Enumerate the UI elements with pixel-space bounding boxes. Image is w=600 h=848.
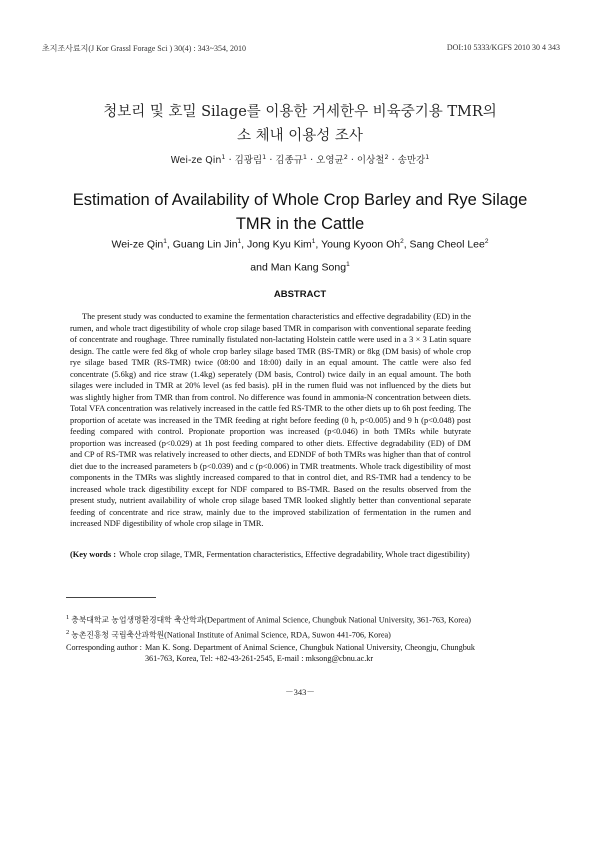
- journal-citation: 초지조사료지(J Kor Grassl Forage Sci ) 30(4) : 343~354, 2010: [42, 44, 247, 53]
- author-separator: ·: [228, 155, 232, 166]
- en-author-affil: 2: [400, 238, 404, 245]
- en-author-affil: 2: [484, 238, 489, 245]
- footnote-affiliation-kr: 농촌진흥청 국립축산과학원: [71, 630, 165, 640]
- author-separator: ,: [315, 238, 322, 251]
- en-author: Wei-ze Qin: [111, 238, 164, 251]
- en-author-affil: 1: [346, 260, 350, 268]
- kr-author: 송만강: [397, 155, 426, 166]
- corresponding-label: Corresponding author :: [66, 643, 142, 653]
- keywords: [70, 549, 471, 561]
- kr-author: 김광림: [234, 155, 263, 166]
- en-author: Jong Kyu Kim: [247, 238, 312, 251]
- abstract-heading: ABSTRACT: [273, 289, 327, 300]
- en-author: Young Kyoon Oh: [321, 238, 401, 251]
- author-separator: ·: [350, 155, 354, 166]
- kr-author: 이상철: [356, 155, 385, 166]
- running-header: [42, 43, 560, 54]
- footnote-mark: 1: [66, 614, 70, 621]
- kr-author-affil: 1: [262, 152, 267, 161]
- en-author-affil: 1: [163, 238, 167, 245]
- english-authors: [0, 232, 600, 277]
- footnote-affiliation-en: (National Institute of Animal Science, RDA, Suwon 441-706, Korea): [164, 630, 391, 640]
- corresponding-author: [66, 642, 475, 665]
- abstract-body: The present study was conducted to examine the fermentation characteristics and effective degradability (ED) in the rumen, and whole tract digestibility of whole crop silage based TMR in comparison with conventional separate feeding of concentrate and roughage. Three ruminally fistulated non-lactating Holstein cattle were used in a 3 × 3 Latin square design. The cattle were fed 8kg of whole crop barley silage based TMR (BS-TMR) or 8kg (DM basis) of whole crop rye silage based TMR (RS-TMR) twice (08:00 and 18:00) daily in an equal amount. The cattle were also fed concentrate (5.6kg) and rice straw (1.4kg) seperately (DM basis, Control) twice daily in an equal amount. The both silages were included in TMR at 20% level (as fed basis). pH in the rumen fluid was not influenced by the diets but was slightly higher from TMR than from control. No difference was found in ammonia-N concentration between diets. Total VFA concentration was relatively increased in the cattle fed RS-TMR to the other diets up to 6h post feeding. The proportion of acetate was increased in the TMR feeding at right before feeding (0 h, p<0.005) and 9 h (p<0.048) post feeding compared with control. Propionate proportion was increased (p<0.046) in both TMRs while butyrate proportion was increased (p<0.029) at 1h post feeding compared to other diets. Effective degradability (ED) of DM and CP of RS-TMR was relatively increased to other diects, and EDNDF of both TMRs was higher than that of control diet due to the increased parameters b (p<0.039) and c (p<0.006) in TMR treatments. Whole track digestibility of most components in the TMRs was slightly increased compared to that in control diet, and RS-TMR had a tendency to be increased whole track digestibility except for NDF compared to BS-TMR. Based on the results observed from the present study, nutrient availability of whole crop silage based TMR looked slightly better than conventional separate feeding of concentrate and rice straw, mainly due to the improved stabilization of fermentation in the rumen and increased NDF digestibility of whole crop silage in TMR.: [70, 312, 471, 528]
- footnote-affiliation-en: (Department of Animal Science, Chungbuk National University, 361-763, Korea): [204, 615, 471, 625]
- english-authors-line2: [0, 255, 600, 278]
- en-author: Guang Lin Jin: [172, 238, 238, 251]
- kr-author-affil: 1: [302, 152, 308, 161]
- kr-author: Wei-ze Qin: [170, 155, 222, 166]
- english-authors-line1: [0, 232, 600, 255]
- en-author: Man Kang Song: [270, 261, 347, 273]
- footnotes: [66, 612, 475, 665]
- kr-author-affil: 2: [343, 152, 348, 161]
- footnote-2: [66, 627, 475, 641]
- footnote-1: [66, 612, 475, 626]
- english-title-line2: TMR in the Cattle: [235, 215, 365, 233]
- keywords-label: (Key words :: [70, 550, 117, 559]
- doi: DOI:10 5333/KGFS 2010 30 4 343: [446, 43, 560, 52]
- english-title-line1: Estimation of Availability of Whole Crop Barley and Rye Silage: [72, 191, 528, 209]
- en-author: Sang Cheol Lee: [409, 238, 485, 251]
- footnote-divider: [66, 597, 156, 598]
- author-separator: ·: [391, 155, 395, 166]
- en-author-affil: 1: [237, 238, 242, 245]
- footnote-mark: 2: [66, 629, 70, 637]
- kr-author: 오영균: [316, 155, 344, 166]
- author-separator: ·: [269, 155, 273, 166]
- kr-author-affil: 2: [384, 152, 389, 161]
- author-conjunction: and: [250, 261, 268, 273]
- korean-title: [0, 100, 600, 148]
- author-separator: ·: [310, 155, 314, 166]
- en-author-affil: 1: [311, 238, 316, 245]
- korean-authors: [0, 152, 600, 166]
- author-separator: ,: [166, 238, 173, 251]
- keywords-text: Whole crop silage, TMR, Fermentation characteristics, Effective degradability, Whole tract digestibility): [119, 550, 470, 559]
- author-separator: ,: [403, 238, 410, 251]
- korean-title-line2: 소 체내 이용성 조사: [237, 128, 363, 144]
- author-separator: ,: [241, 238, 247, 251]
- footnote-affiliation-kr: 충북대학교 농업생명환경대학 축산학과: [71, 615, 205, 625]
- kr-author-affil: 1: [425, 152, 430, 161]
- corresponding-details: Man K. Song. Department of Animal Science, Chungbuk National University, Cheongju, Chungbuk 361-763, Korea, Tel: +82-43-261-2545, E-mail : mksong@cbnu.ac.kr: [144, 643, 475, 664]
- english-title: [0, 188, 600, 236]
- kr-author-affil: 1: [221, 152, 226, 161]
- kr-author: 김종규: [275, 155, 303, 166]
- korean-title-line1: 청보리 및 호밀 Silage를 이용한 거세한우 비육중기용 TMR의: [103, 104, 497, 120]
- page-number: －343－: [285, 687, 315, 697]
